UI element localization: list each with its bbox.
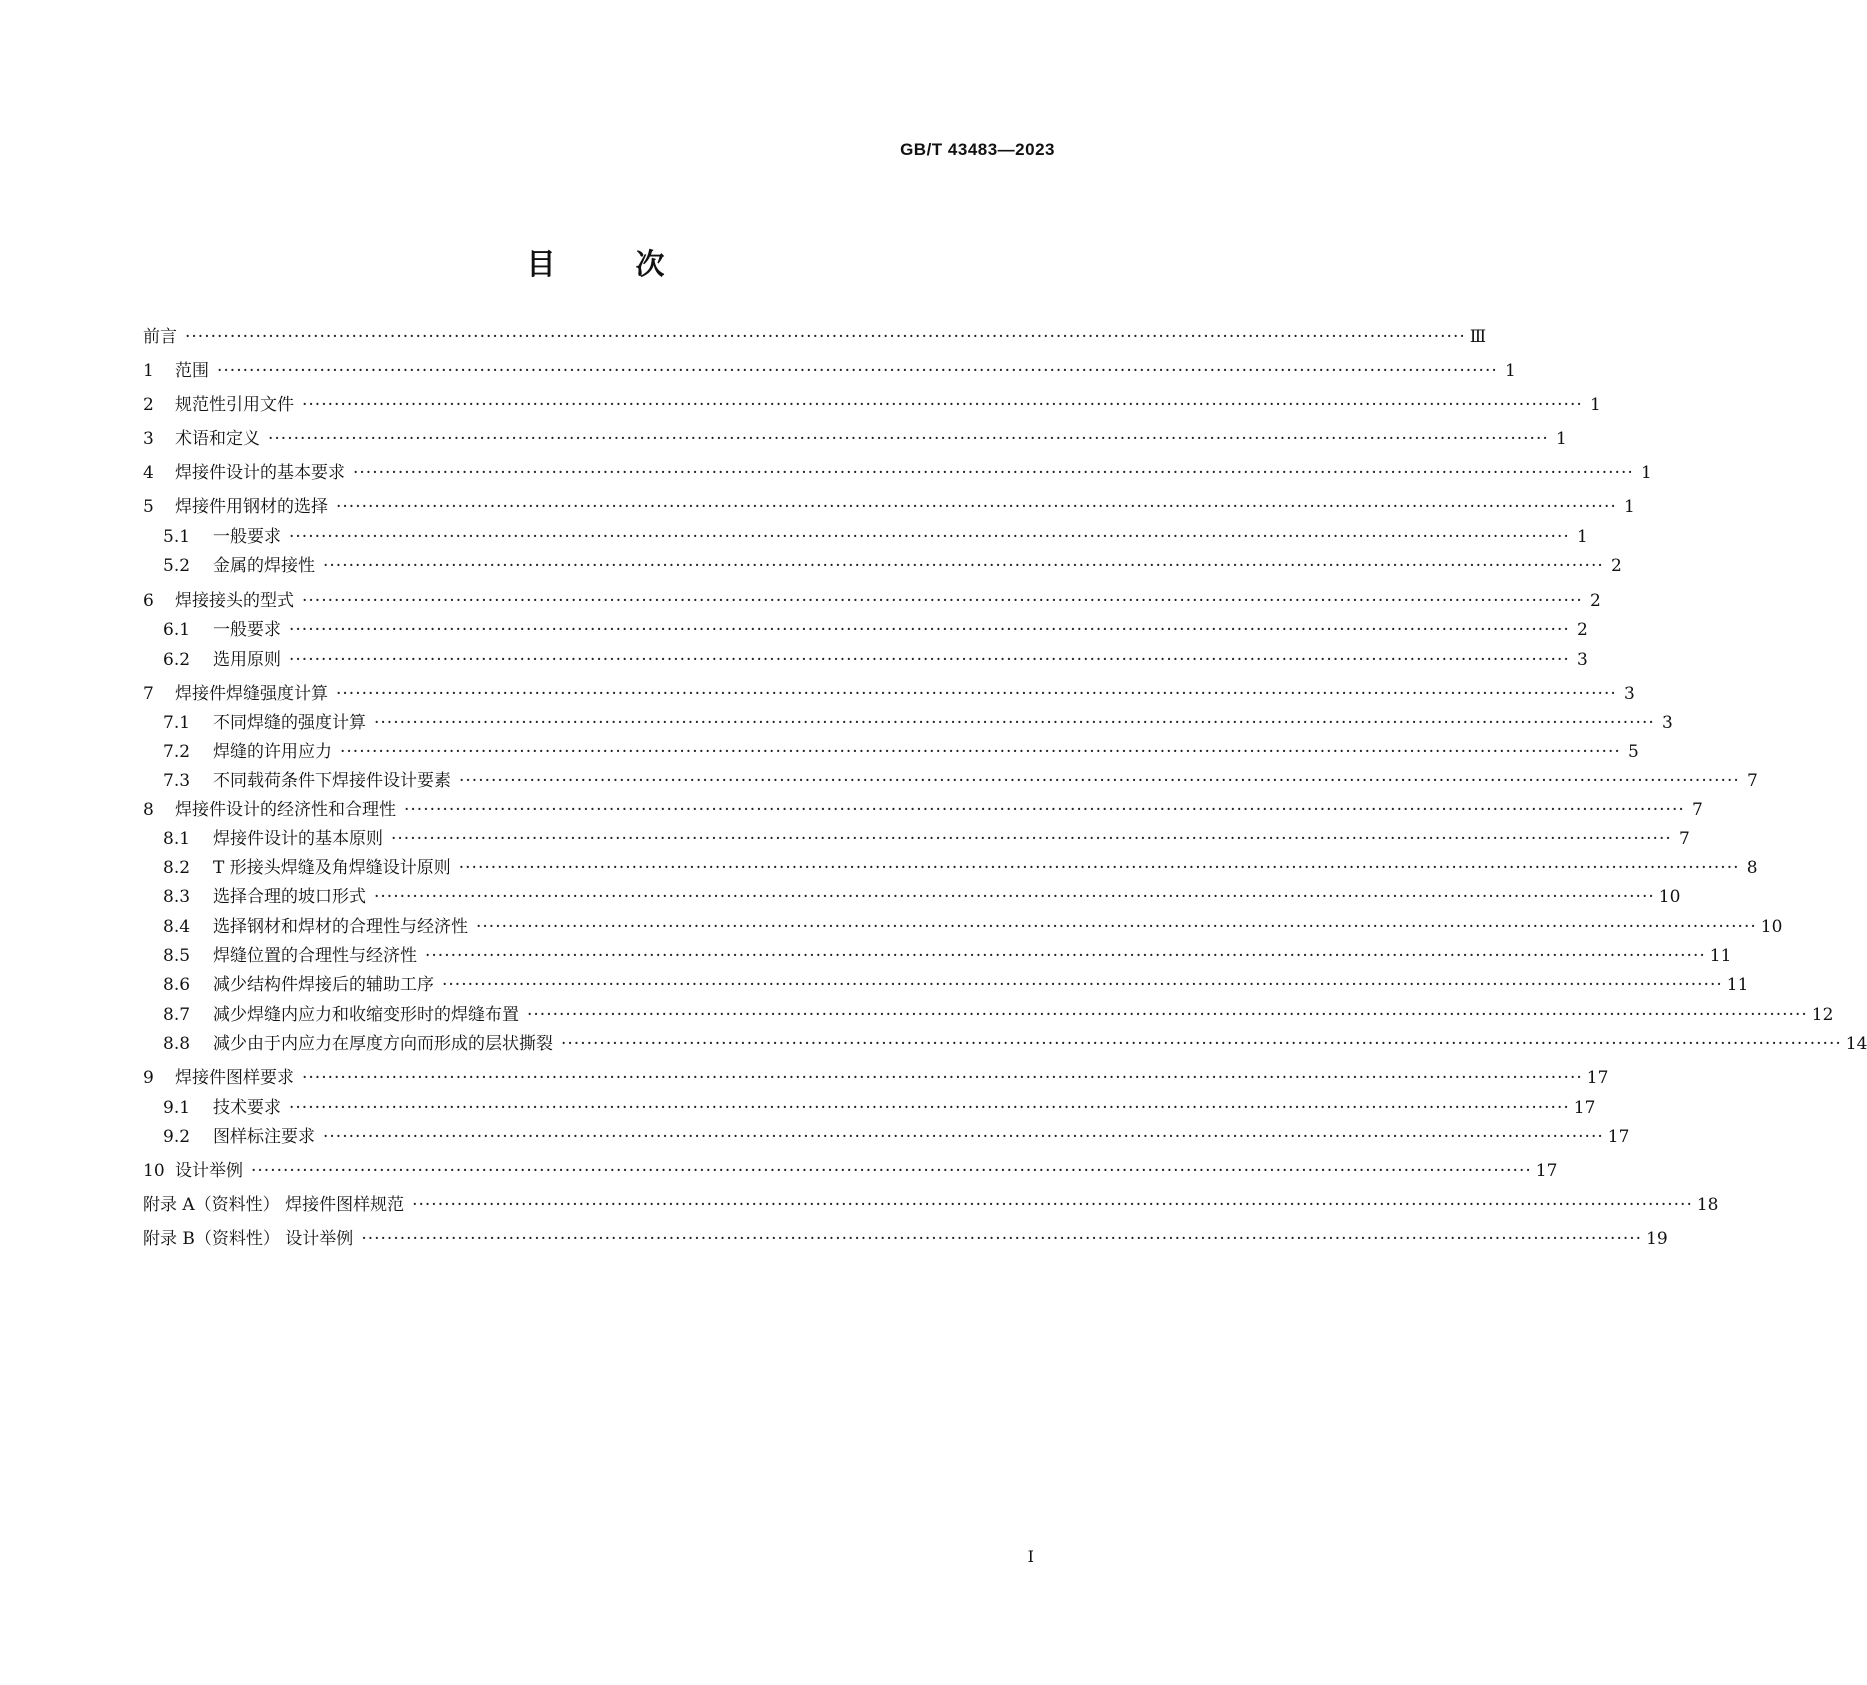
toc-entry[interactable] bbox=[143, 853, 1758, 878]
toc-entry-page: 18 bbox=[1696, 1195, 1719, 1215]
toc-entry-label: 选择合理的坡口形式 bbox=[213, 887, 366, 907]
toc-entry-page: 14 bbox=[1845, 1034, 1867, 1054]
toc-entry[interactable] bbox=[143, 970, 1749, 995]
toc-entry[interactable] bbox=[143, 679, 1635, 704]
toc-entry-label: 规范性引用文件 bbox=[175, 395, 294, 415]
toc-leader-dots: ········································································································································································································ bbox=[302, 395, 1583, 415]
toc-leader-dots: ········································································································································································································ bbox=[391, 829, 1672, 849]
toc-entry-number: 8.4 bbox=[163, 917, 191, 937]
toc-leader-dots: ········································································································································································································ bbox=[289, 620, 1570, 640]
toc-leader-dots: ········································································································································································································ bbox=[459, 771, 1740, 791]
toc-entry-number: 9.1 bbox=[163, 1098, 191, 1118]
toc-leader-dots: ········································································································································································································ bbox=[289, 650, 1570, 670]
toc-entry-label: 减少结构件焊接后的辅助工序 bbox=[213, 975, 434, 995]
toc-entry[interactable] bbox=[143, 551, 1622, 576]
toc-leader-dots: ········································································································································································································ bbox=[476, 917, 1757, 937]
toc-entry[interactable] bbox=[143, 1190, 1719, 1215]
toc-entry-page: 7 bbox=[1746, 771, 1758, 791]
toc-leader-dots: ········································································································································································································ bbox=[323, 556, 1604, 576]
toc-title-char-2: 次 bbox=[635, 247, 665, 281]
toc-leader-dots: ········································································································································································································ bbox=[251, 1161, 1532, 1181]
toc-leader-dots: ········································································································································································································ bbox=[561, 1034, 1842, 1054]
standard-code: GB/T 43483—2023 bbox=[900, 140, 1055, 159]
toc-entry-page: 8 bbox=[1746, 858, 1758, 878]
toc-entry[interactable] bbox=[143, 1063, 1609, 1088]
toc-entry[interactable] bbox=[143, 795, 1703, 820]
toc-entry-label: 焊接接头的型式 bbox=[175, 591, 294, 611]
toc-entry[interactable] bbox=[143, 1029, 1867, 1054]
toc-entry[interactable] bbox=[143, 708, 1673, 733]
toc-entry-label: 焊接件设计的基本原则 bbox=[213, 829, 383, 849]
toc-entry[interactable] bbox=[143, 522, 1588, 547]
toc-leader-dots: ········································································································································································································ bbox=[527, 1005, 1808, 1025]
toc-entry-number: 8.2 bbox=[163, 858, 191, 878]
toc-entry-page: 1 bbox=[1640, 463, 1652, 483]
toc-title bbox=[0, 242, 1191, 283]
toc-entry[interactable] bbox=[143, 586, 1601, 611]
toc-entry[interactable] bbox=[143, 492, 1635, 517]
toc-leader-dots: ········································································································································································································ bbox=[353, 463, 1634, 483]
toc-leader-dots: ········································································································································································································ bbox=[302, 591, 1583, 611]
toc-entry-label: 减少由于内应力在厚度方向而形成的层状撕裂 bbox=[213, 1034, 553, 1054]
toc-leader-dots: ········································································································································································································ bbox=[268, 429, 1549, 449]
toc-leader-dots: ········································································································································································································ bbox=[336, 684, 1617, 704]
toc-entry-page: 19 bbox=[1646, 1229, 1668, 1249]
toc-entry-number: 6 bbox=[143, 591, 154, 611]
toc-entry-label: 焊接件图样要求 bbox=[175, 1068, 294, 1088]
toc-entry-number: 7 bbox=[143, 684, 154, 704]
toc-title-char-1: 目 bbox=[526, 247, 556, 281]
toc-entry-page: 2 bbox=[1610, 556, 1622, 576]
toc-leader-dots: ········································································································································································································ bbox=[361, 1229, 1643, 1249]
toc-entry-number: 8.3 bbox=[163, 887, 191, 907]
toc-entry[interactable] bbox=[143, 356, 1516, 381]
toc-leader-dots: ········································································································································································································ bbox=[323, 1127, 1604, 1147]
toc-entry-label: 不同载荷条件下焊接件设计要素 bbox=[213, 771, 451, 791]
toc-entry[interactable] bbox=[143, 941, 1732, 966]
toc-entry[interactable] bbox=[143, 1093, 1596, 1118]
toc-entry[interactable] bbox=[143, 766, 1758, 791]
toc-entry-number: 7.3 bbox=[163, 771, 191, 791]
toc-entry-page: Ⅲ bbox=[1469, 327, 1487, 347]
toc-leader-dots: ········································································································································································································ bbox=[217, 361, 1498, 381]
toc-entry-page: 1 bbox=[1504, 361, 1516, 381]
toc-entry-page: 1 bbox=[1576, 527, 1588, 547]
toc-entry-number: 4 bbox=[143, 463, 154, 483]
toc-entry-number: 3 bbox=[143, 429, 154, 449]
toc-entry-page: 3 bbox=[1623, 684, 1635, 704]
toc-entry-page: 3 bbox=[1661, 713, 1673, 733]
toc-entry-number: 6.1 bbox=[163, 620, 191, 640]
toc-leader-dots: ········································································································································································································ bbox=[374, 887, 1655, 907]
toc-entry[interactable] bbox=[143, 1224, 1668, 1249]
toc-entry-page: 2 bbox=[1589, 591, 1601, 611]
toc-leader-dots: ········································································································································································································ bbox=[336, 497, 1617, 517]
toc-entry-page: 1 bbox=[1589, 395, 1601, 415]
toc-entry[interactable] bbox=[143, 912, 1783, 937]
toc-entry[interactable] bbox=[143, 1000, 1834, 1025]
toc-leader-dots: ········································································································································································································ bbox=[412, 1195, 1693, 1215]
toc-entry[interactable] bbox=[143, 1122, 1630, 1147]
toc-entry-page: 12 bbox=[1811, 1005, 1834, 1025]
toc-entry-number: 5.1 bbox=[163, 527, 191, 547]
toc-leader-dots: ········································································································································································································ bbox=[404, 800, 1685, 820]
toc-entry-page: 17 bbox=[1535, 1161, 1558, 1181]
page-number: I bbox=[1027, 1547, 1034, 1566]
toc-entry[interactable] bbox=[143, 645, 1588, 670]
toc-leader-dots: ········································································································································································································ bbox=[374, 713, 1655, 733]
toc-entry-number: 9 bbox=[143, 1068, 154, 1088]
toc-entry-label: 焊缝位置的合理性与经济性 bbox=[213, 946, 417, 966]
toc-entry-page: 3 bbox=[1576, 650, 1588, 670]
toc-entry-page: 7 bbox=[1691, 800, 1703, 820]
toc-entry[interactable] bbox=[143, 882, 1681, 907]
toc-entry-number: 8.8 bbox=[163, 1034, 191, 1054]
toc-entry-label: 技术要求 bbox=[213, 1098, 281, 1118]
toc-entry-page: 17 bbox=[1573, 1098, 1596, 1118]
toc-entry-number: 9.2 bbox=[163, 1127, 191, 1147]
toc-entry[interactable] bbox=[143, 615, 1588, 640]
toc-entry-label: T 形接头焊缝及角焊缝设计原则 bbox=[213, 858, 451, 878]
toc-entry-number: 2 bbox=[143, 395, 154, 415]
toc-entry-number: 10 bbox=[143, 1161, 165, 1181]
toc-entry-label: 焊接件设计的经济性和合理性 bbox=[175, 800, 396, 820]
toc-entry[interactable] bbox=[143, 1156, 1558, 1181]
toc-entry-number: 8 bbox=[143, 800, 154, 820]
toc-entry-label: 一般要求 bbox=[213, 620, 281, 640]
toc-entry-label: 术语和定义 bbox=[175, 429, 260, 449]
toc-entry-label: 图样标注要求 bbox=[213, 1127, 315, 1147]
toc-entry-page: 11 bbox=[1726, 975, 1749, 995]
toc-leader-dots: ········································································································································································································ bbox=[442, 975, 1723, 995]
toc-entry-number: 8.7 bbox=[163, 1005, 191, 1025]
toc-entry-number: 1 bbox=[143, 361, 154, 381]
toc-leader-dots: ········································································································································································································ bbox=[289, 527, 1570, 547]
toc-entry-label: 焊缝的许用应力 bbox=[213, 742, 332, 762]
toc-entry-label: 焊接件焊缝强度计算 bbox=[175, 684, 328, 704]
toc-entry-page: 17 bbox=[1607, 1127, 1630, 1147]
toc-leader-dots: ········································································································································································································ bbox=[425, 946, 1706, 966]
toc-leader-dots: ········································································································································································································ bbox=[289, 1098, 1570, 1118]
toc-entry-number: 5 bbox=[143, 497, 154, 517]
toc-entry-label: 选择钢材和焊材的合理性与经济性 bbox=[213, 917, 468, 937]
toc-entry-label: 不同焊缝的强度计算 bbox=[213, 713, 366, 733]
toc-entry-number: 8.1 bbox=[163, 829, 191, 849]
toc-entry-label: 金属的焊接性 bbox=[213, 556, 315, 576]
toc-entry[interactable] bbox=[143, 824, 1690, 849]
toc-entry-page: 17 bbox=[1586, 1068, 1609, 1088]
toc-entry-page: 5 bbox=[1627, 742, 1639, 762]
toc-entry-label: 减少焊缝内应力和收缩变形时的焊缝布置 bbox=[213, 1005, 519, 1025]
toc-entry-label: 焊接件用钢材的选择 bbox=[175, 497, 328, 517]
toc-entry-label: 附录 B（资料性） 设计举例 bbox=[143, 1229, 354, 1249]
toc-entry-label: 附录 A（资料性） 焊接件图样规范 bbox=[143, 1195, 405, 1215]
toc-entry-page: 10 bbox=[1760, 917, 1783, 937]
toc-entry[interactable] bbox=[143, 322, 1487, 347]
toc-entry-number: 5.2 bbox=[163, 556, 191, 576]
toc-entry-label: 设计举例 bbox=[175, 1161, 243, 1181]
toc-leader-dots: ········································································································································································································ bbox=[340, 742, 1621, 762]
toc-entry[interactable] bbox=[143, 390, 1601, 415]
toc-entry-label: 范围 bbox=[175, 361, 209, 381]
toc-entry-page: 7 bbox=[1678, 829, 1690, 849]
toc-entry-label: 焊接件设计的基本要求 bbox=[175, 463, 345, 483]
toc-entry-page: 1 bbox=[1623, 497, 1635, 517]
toc-leader-dots: ········································································································································································································ bbox=[458, 858, 1740, 878]
toc-leader-dots: ········································································································································································································ bbox=[185, 327, 1466, 347]
toc-entry-number: 8.6 bbox=[163, 975, 191, 995]
toc-entry-number: 6.2 bbox=[163, 650, 191, 670]
toc-entry[interactable] bbox=[143, 458, 1652, 483]
toc-entry[interactable] bbox=[143, 424, 1567, 449]
toc-entry-page: 2 bbox=[1576, 620, 1588, 640]
toc-entry-page: 11 bbox=[1709, 946, 1732, 966]
toc-entry-label: 一般要求 bbox=[213, 527, 281, 547]
toc-entry-page: 1 bbox=[1555, 429, 1567, 449]
toc-entry-page: 10 bbox=[1658, 887, 1681, 907]
toc-entry-number: 8.5 bbox=[163, 946, 191, 966]
toc-entry-label: 前言 bbox=[143, 327, 177, 347]
toc-entry[interactable] bbox=[143, 737, 1639, 762]
toc-entry-number: 7.1 bbox=[163, 713, 191, 733]
toc-leader-dots: ········································································································································································································ bbox=[302, 1068, 1583, 1088]
toc-entry-label: 选用原则 bbox=[213, 650, 281, 670]
toc-entry-number: 7.2 bbox=[163, 742, 191, 762]
